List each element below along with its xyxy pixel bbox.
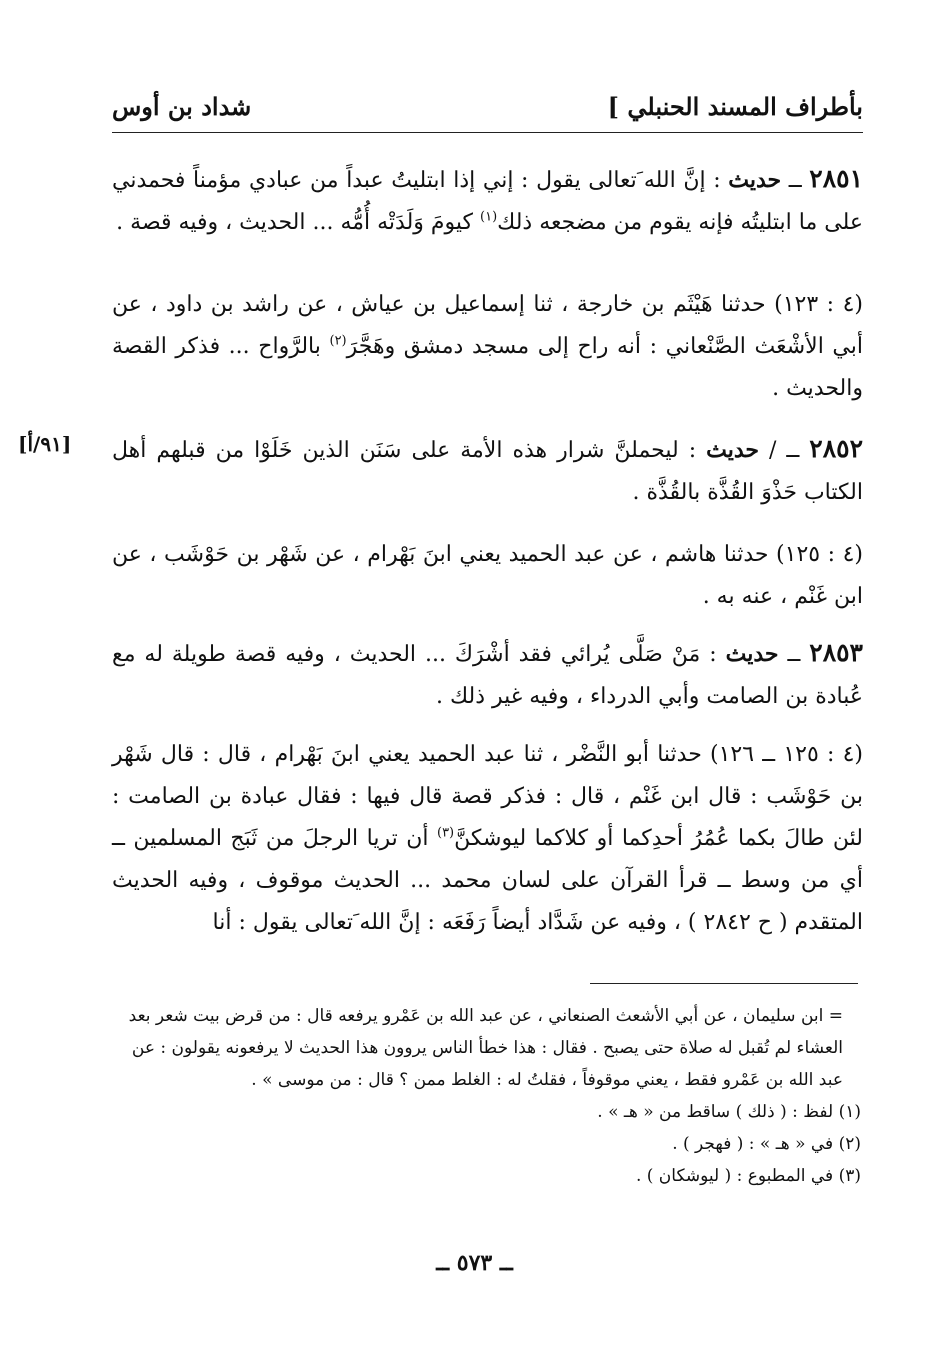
hadith-entry-2853 bbox=[112, 632, 863, 718]
hadith-entry-2851 bbox=[112, 158, 863, 244]
header-chapter-title: شداد بن أوس bbox=[112, 92, 252, 121]
hadith-number: ٢٨٥٢ bbox=[809, 434, 864, 463]
isnad-2851 bbox=[112, 284, 863, 410]
hadith-separator: ــ bbox=[787, 642, 801, 667]
isnad-2852 bbox=[112, 534, 863, 618]
isnad-text bbox=[112, 534, 863, 618]
hadith-entry-2852 bbox=[112, 428, 863, 514]
isnad-text bbox=[112, 284, 863, 410]
footnote-divider bbox=[590, 983, 858, 984]
hadith-label: حديث bbox=[725, 641, 779, 667]
hadith-separator: ــ / bbox=[759, 438, 800, 463]
footnote-continuation: = ابن سليمان ، عن أبي الأشعث الصنعاني ، عن عبد الله بن عَمْرو يرفعه قال : من قرض بيت شعر بعد العشاء لم تُقبل له صلاة حتى يصبح . فقال : هذا خطأ الناس يروون هذا الحديث لا يرفعونه يقولون : عن عبد الله بن عَمْرو فقط ، يعني موقوفاً ، فقلتُ له : الغلط ممن ؟ قال : من موسى » . bbox=[128, 1006, 843, 1090]
marginal-folio-note: [٩١/أ] bbox=[18, 432, 72, 456]
hadith-number: ٢٨٥١ bbox=[809, 164, 864, 193]
hadith-label: حديث bbox=[728, 167, 782, 193]
hadith-body-continued: كيومَ وَلَدَتْه أُمُّه ... الحديث ، وفيه قصة . bbox=[116, 210, 474, 235]
isnad-2853 bbox=[112, 734, 863, 944]
isnad-body: (٤ : ١٢٥) حدثنا هاشم ، عن عبد الحميد يعني ابنَ بَهْرام ، عن شَهْر بن حَوْشَب ، عن ابن غَنْم ، عنه به . bbox=[112, 542, 863, 609]
footnote-item: (٢) في « هـ » : ( فهجر ) . bbox=[672, 1134, 861, 1154]
hadith-text bbox=[112, 158, 863, 244]
footnotes bbox=[112, 1000, 863, 1192]
hadith-separator: ــ bbox=[788, 168, 802, 193]
isnad-body-continued: أن تريا الرجلَ من ثَبَج المسلمين ــ أي من وسط ــ قرأ القرآن على لسان محمد ... الحديث موقوف ، وفيه الحديث المتقدم ( ح ٢٨٤٢ ) ، وفيه عن شَدَّاد أيضاً رَفَعَه : إنَّ الله َتعالى يقول : أنا bbox=[112, 826, 863, 935]
isnad-text bbox=[112, 734, 863, 944]
footnote-item: (١) لفظ : ( ذلك ) ساقط من « هـ » . bbox=[597, 1102, 861, 1122]
hadith-label: حديث bbox=[706, 437, 759, 463]
hadith-body: : مَنْ صَلَّى يُرائي فقد أشْرَكَ ... الحديث ، وفيه قصة طويلة له مع عُبادة بن الصامت وأبي الدرداء ، وفيه غير ذلك . bbox=[112, 642, 863, 709]
footnote-marker: (٢) bbox=[329, 333, 347, 349]
isnad-body-continued: بالرَّواح ... فذكر القصة والحديث . bbox=[112, 334, 863, 401]
hadith-body: : ليحملنَّ شرار هذه الأمة على سَنَن الذين خَلَوْا من قبلهم أهل الكتاب حَذْوَ القُذَّة بالقُذَّة . bbox=[112, 438, 863, 505]
footnote-marker: (٣) bbox=[436, 825, 455, 841]
running-header bbox=[112, 92, 863, 132]
isnad-body: (٤ : ١٢٣) حدثنا هَيْثَم بن خارجة ، ثنا إسماعيل بن عياش ، عن راشد بن داود ، عن أبي الأشْعَث الصَّنْعاني : أنه راح إلى مسجد دمشق وهَجَّرَ bbox=[112, 292, 863, 359]
footnote-item: (٣) في المطبوع : ( ليوشكان ) . bbox=[635, 1166, 861, 1186]
isnad-body: (٤ : ١٢٥ ــ ١٢٦) حدثنا أبو النَّضْر ، ثنا عبد الحميد يعني ابنَ بَهْرام ، قال : قال شَهْر بن حَوْشَب : قال ابن غَنْم ، قال : فذكر قصة قال فيها : فقال عبادة بن الصامت : لئن طالَ بكما عُمُرُ أحدِكما أو كلاكما ليوشكنَّ bbox=[112, 742, 863, 851]
hadith-body: : إنَّ الله َتعالى يقول : إني إذا ابتليتُ عبداً من عبادي مؤمناً فحمدني على ما ابتليتُه فإنه يقوم من مضجعه ذلك bbox=[112, 168, 863, 235]
header-divider bbox=[112, 132, 863, 133]
hadith-text bbox=[112, 632, 863, 718]
footnote-marker: (١) bbox=[480, 209, 498, 225]
page-number: ــ ٥٧٣ ــ bbox=[436, 1250, 513, 1276]
hadith-text bbox=[112, 428, 863, 514]
header-book-title: بأطراف المسند الحنبلي ] bbox=[607, 92, 863, 121]
hadith-number: ٢٨٥٣ bbox=[809, 638, 863, 667]
